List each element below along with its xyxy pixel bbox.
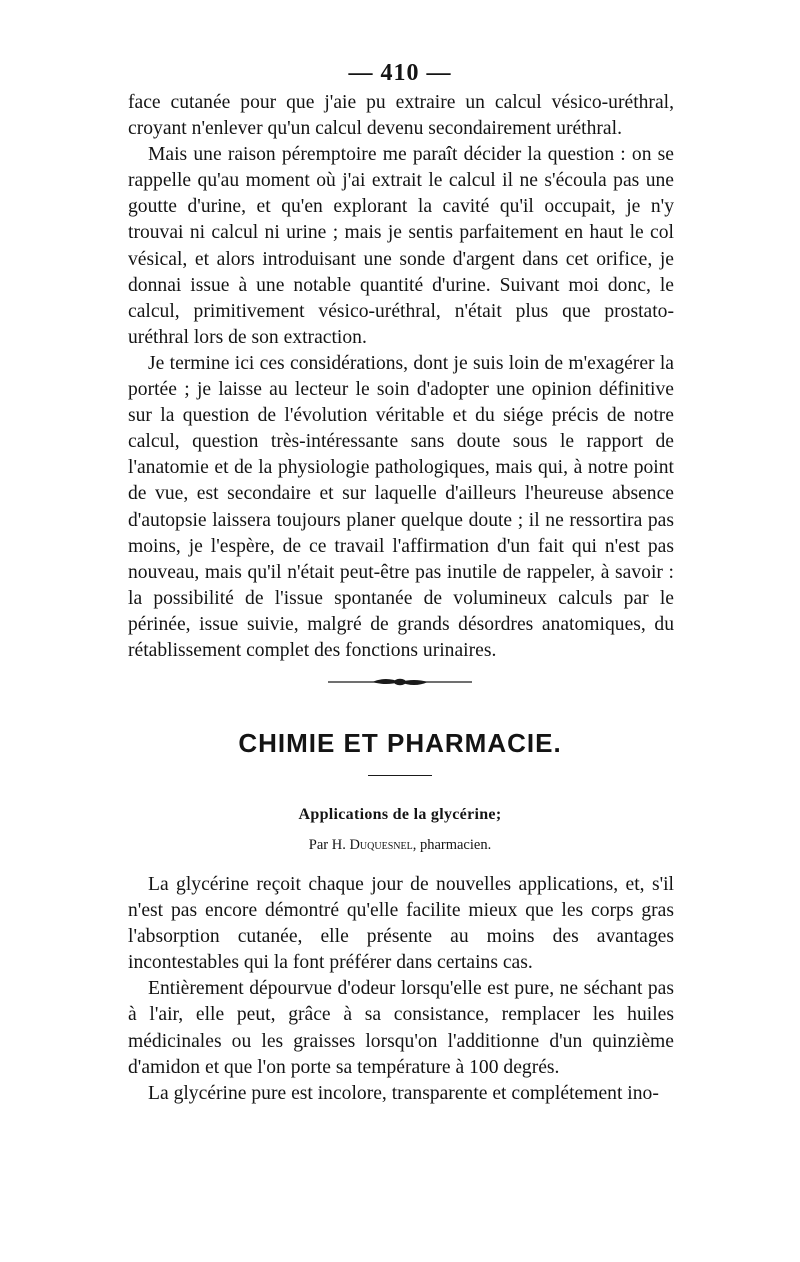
byline-prefix: Par H. — [308, 837, 346, 853]
paragraph: Je termine ici ces considérations, dont je suis loin de m'exagérer la portée ; je laisse au lecteur le soin d'adopter une opinion définitive sur la question de l'évolution véritable et du siége précis de notre calcul, question très-intéressante sans doute sous le rapport de l'anatomie et de la physiologie pathologiques, mais qui, à notre point de vue, est secondaire et sur laquelle d'ailleurs l'heureuse absence d'autopsie laissera toujours planer quelque doute ; il ne ressortira pas moins, je l'espère, de ce travail l'affirmation d'un fait qui n'est pas nouveau, mais qu'il n'était peut-être pas inutile de rappeler, à savoir : la possibilité de l'issue spontanée de volumineux calculs par le périnée, issue suivie, malgré de grands désordres anatomiques, du rétablissement complet des fonctions urinaires. — [128, 352, 674, 661]
paragraph: La glycérine pure est incolore, transparente et complétement ino- — [148, 1082, 659, 1104]
paragraph: Entièrement dépourvue d'odeur lorsqu'elle est pure, ne séchant pas à l'air, elle peut, grâce à sa consistance, remplacer les huiles médicinales ou les graisses lorsqu'on l'additionne d'un quinzième d'amidon et que l'on porte sa température à 100 degrés. — [128, 978, 674, 1078]
byline-author: Duquesnel — [349, 837, 413, 853]
body-text-bottom — [128, 872, 674, 1107]
ornamental-divider-icon — [328, 673, 472, 691]
body-text-top — [128, 90, 674, 664]
page-number: — 410 — — [348, 60, 452, 86]
section-title: CHIMIE ET PHARMACIE. — [238, 728, 562, 758]
article-title: Applications de la glycérine; — [298, 806, 502, 823]
paragraph: La glycérine reçoit chaque jour de nouvelles applications, et, s'il n'est pas encore démontré qu'elle facilite mieux que les corps gras l'absorption cutanée, elle présente au moins des avantages incontestables qui la font préférer dans certains cas. — [128, 874, 674, 974]
paragraph: Mais une raison péremptoire me paraît décider la question : on se rappelle qu'au moment où j'ai extrait le calcul il ne s'écoula pas une goutte d'urine, et qu'en explorant la cavité qu'il occupait, je n'y trouvai ni calcul ni urine ; mais je sentis parfaitement en haut le col vésical, et alors introduisant une sonde d'argent dans cet orifice, je donnai issue à une notable quantité d'urine. Suivant moi donc, le calcul, primitivement vésico-uréthral, n'était plus que prostato-uréthral lors de son extraction. — [128, 144, 674, 348]
paragraph: face cutanée pour que j'aie pu extraire un calcul vésico-uréthral, croyant n'enlever qu'un calcul devenu secondairement uréthral. — [128, 92, 674, 140]
byline-suffix: , pharmacien. — [412, 837, 492, 853]
byline — [0, 837, 800, 854]
title-rule — [368, 775, 432, 776]
